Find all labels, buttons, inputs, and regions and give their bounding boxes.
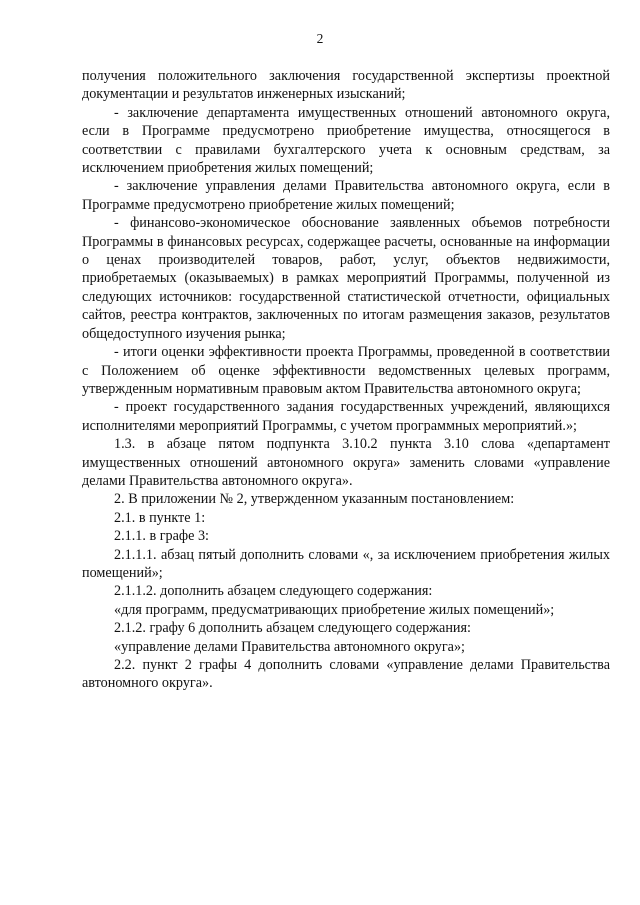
paragraph-quote-administration: «управление делами Правительства автономного округа»; [114,638,466,655]
paragraph-item-2-1-1-1: 2.1.1.1. абзац пятый дополнить словами «, за исключением приобретения жилых помещений»; [82,546,610,581]
document-body [82,67,610,693]
paragraph-item-1-3: 1.3. в абзаце пятом подпункта 3.10.2 пункта 3.10 слова «департамент имущественных отношений автономного округа» заменить словами «управление делами Правительства автономного округа». [82,436,610,489]
paragraph-bullet-administration-conclusion: - заключение управления делами Правительства автономного округа, если в Программе предусмотрено приобретение жилых помещений; [82,178,610,213]
paragraph-item-2-2: 2.2. пункт 2 графы 4 дополнить словами «управление делами Правительства автономного округа». [82,657,610,692]
paragraph-item-2-1: 2.1. в пункте 1: [114,509,206,526]
paragraph-quote-programs: «для программ, предусматривающих приобретение жилых помещений»; [114,601,555,618]
paragraph-bullet-state-task: - проект государственного задания государственных учреждений, являющихся исполнителями мероприятий Программы, с учетом программных мероприятий.»; [82,399,610,434]
paragraph-continuation: получения положительного заключения государственной экспертизы проектной документации и результатов инженерных изысканий; [82,68,610,103]
paragraph-bullet-property-conclusion: - заключение департамента имущественных отношений автономного округа, если в Программе предусмотрено приобретение имущества, относящегося в соответствии с правилами бухгалтерского учета к основным средствам, за исключением приобретения жилых помещений; [82,104,610,177]
page-number: 2 [316,31,324,46]
paragraph-item-2-1-2: 2.1.2. графу 6 дополнить абзацем следующего содержания: [114,620,471,637]
paragraph-item-2-1-1-2: 2.1.1.2. дополнить абзацем следующего содержания: [114,583,433,600]
paragraph-bullet-financial-justification: - финансово-экономическое обоснование заявленных объемов потребности Программы в финансовых ресурсах, содержащее расчеты, основанные на информации о ценах производителей товаров, работ, услуг, объектов недвижимости, приобретаемых (оказываемых) в рамках мероприятий Программы, полученной из следующих источников: государственной статистической отчетности, официальных сайтов, реестра контрактов, заключенных по итогам размещения заказов, результатов общедоступного изучения рынка; [82,215,610,342]
paragraph-item-2-1-1: 2.1.1. в графе 3: [114,528,209,545]
paragraph-item-2: 2. В приложении № 2, утвержденном указанным постановлением: [114,491,515,508]
paragraph-bullet-efficiency-assessment: - итоги оценки эффективности проекта Программы, проведенной в соответствии с Положением об оценке эффективности ведомственных целевых программ, утвержденным нормативным правовым актом Правительства автономного округа; [82,344,610,397]
